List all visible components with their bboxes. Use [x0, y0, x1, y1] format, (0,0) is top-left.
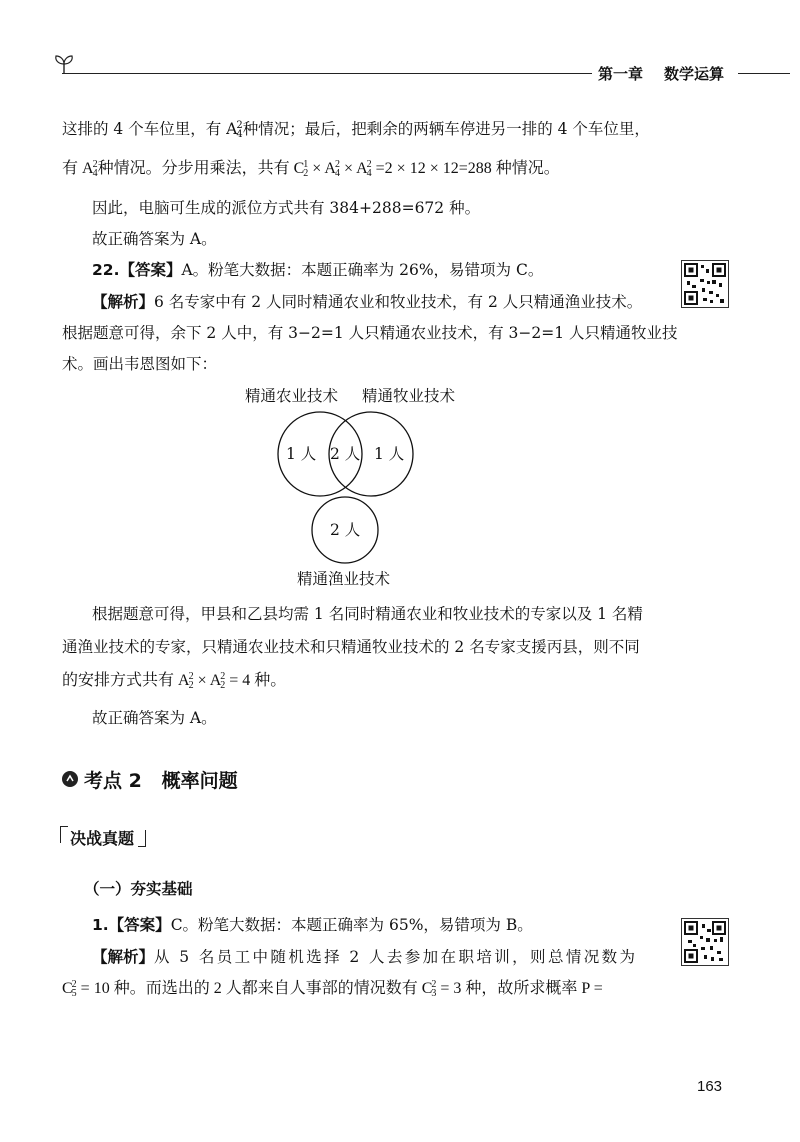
analysis-line: 【解析】6 名专家中有 2 人同时精通农业和牧业技术，有 2 人只精通渔业技术。	[92, 293, 643, 311]
answer-label: 1.【答案】	[92, 916, 171, 934]
venn-label-bottom: 精通渔业技术	[297, 570, 391, 588]
answer-line: 22.【答案】A。粉笔大数据：本题正确率为 26%，易错项为 C。	[92, 261, 544, 279]
venn-diagram	[250, 408, 450, 568]
analysis-line: 【解析】从 5 名员工中随机选择 2 人去参加在职培训，则总情况数为	[92, 948, 638, 966]
text-line: 根据题意可得，余下 2 人中，有 3−2=1 人只精通农业技术，有 3−2=1 人只精通牧业技	[62, 324, 678, 342]
section-bullet-icon	[62, 771, 78, 787]
chapter-number: 第一章	[598, 65, 644, 83]
text-line: 通渔业技术的专家，只精通农业技术和只精通牧业技术的 2 名专家支援丙县，则不同	[62, 638, 640, 656]
text-line: 故正确答案为 A。	[92, 709, 217, 727]
qr-code-icon	[681, 918, 729, 966]
subsection-title: （一）夯实基础	[84, 880, 193, 898]
text-line-formula: C 2 5 = 10 种。而选出的 2 人都来自人事部的情况数有 C 2 3 = 3 种，故所求概率 P =	[62, 979, 603, 1000]
page-number: 163	[697, 1078, 723, 1095]
text-line: 根据题意可得，甲县和乙县均需 1 名同时精通农业和牧业技术的专家以及 1 名精	[92, 605, 643, 623]
text-line: 故正确答案为 A。	[92, 230, 217, 248]
text-line: 术。画出韦恩图如下：	[62, 355, 218, 373]
venn-label-left: 精通农业技术	[245, 387, 339, 405]
bracket-right-icon	[138, 830, 146, 847]
bracket-title: 决战真题	[70, 829, 135, 848]
analysis-label: 【解析】	[92, 293, 155, 311]
analysis-label: 【解析】	[92, 948, 155, 966]
text-line-formula: 有 A 2 4 种情况。分步用乘法，共有 C 1 2 × A 2 4 × A 2 4 =2 × 12 × 12=288 种情况。	[62, 159, 560, 180]
header-rule-right	[738, 73, 790, 74]
text-line-formula: 的安排方式共有 A 2 2 × A 2 2 = 4 种。	[62, 671, 287, 692]
qr-code-icon	[681, 260, 729, 308]
text-line: 这排的 4 个车位里，有 A 2 4 种情况；最后，把剩余的两辆车停进另一排的 4 个车位里，	[62, 120, 650, 140]
answer-label: 22.【答案】	[92, 261, 182, 279]
section-title: 考点 2 概率问题	[84, 770, 238, 792]
header-rule	[62, 73, 592, 74]
text-line: 因此，电脑可生成的派位方式共有 384+288=672 种。	[92, 199, 481, 217]
venn-bottom: 2 人	[330, 521, 361, 539]
venn-left-only: 1 人	[286, 445, 317, 463]
venn-label-right: 精通牧业技术	[362, 387, 456, 405]
chapter-title: 数学运算	[664, 65, 725, 83]
bracket-left-icon	[60, 826, 68, 843]
venn-overlap: 2 人	[330, 445, 361, 463]
answer-line: 1.【答案】C。粉笔大数据：本题正确率为 65%，易错项为 B。	[92, 916, 533, 934]
venn-right-only: 1 人	[374, 445, 405, 463]
